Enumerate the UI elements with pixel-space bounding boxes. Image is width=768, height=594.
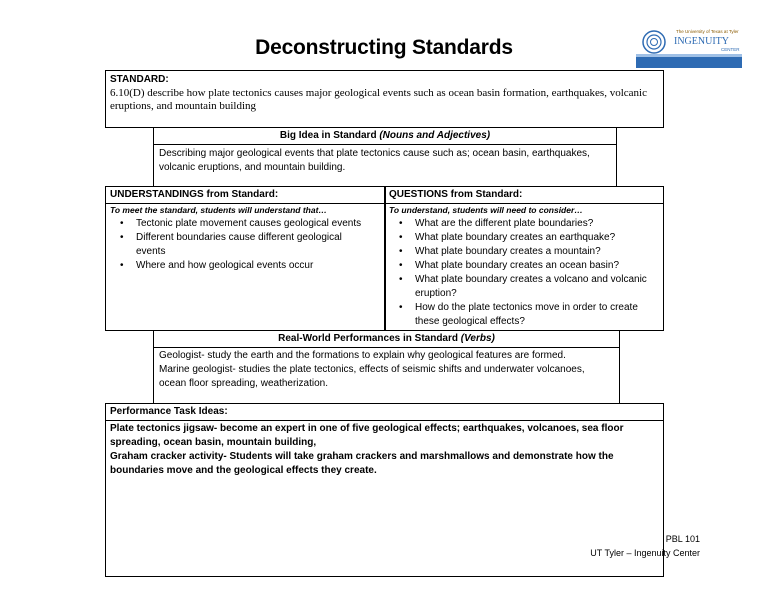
understandings-heading: UNDERSTANDINGS from Standard:: [106, 187, 385, 204]
question-item: • What plate boundary creates a volcano and volcanic eruption?: [385, 273, 649, 301]
standard-box: [105, 70, 664, 128]
question-item: • How do the plate tectonics move in order to create these geological effects?: [385, 301, 649, 329]
logo-line3: CENTER: [721, 47, 740, 52]
performance-heading: Performance Task Ideas:: [106, 404, 663, 421]
understanding-item: • Different boundaries cause different geological events: [106, 231, 373, 259]
standard-text: 6.10(D) describe how plate tectonics causes major geological events such as ocean basin formation, earthquakes, volcanic eruptions, and mountain building: [110, 87, 647, 112]
real-world-box: [153, 330, 620, 404]
logo-line1: The University of Texas at Tyler: [676, 29, 739, 34]
ingenuity-center-logo: [636, 26, 742, 70]
questions-prompt: To understand, students will need to consider…: [389, 205, 583, 215]
question-item: • What are the different plate boundaries?: [385, 217, 649, 231]
question-item: • What plate boundary creates an ocean basin?: [385, 259, 649, 273]
real-world-line1: Geologist- study the earth and the formations to explain why geological features are formed.: [159, 350, 566, 361]
big-idea-heading-italic: (Nouns and Adjectives): [379, 130, 491, 141]
performance-para1: Plate tectonics jigsaw- become an expert in one of five geological effects; earthquakes, volcanoes, sea floor spreading, ocean basin, mountain building,: [110, 423, 624, 448]
understanding-item: • Where and how geological events occur: [106, 259, 373, 273]
real-world-heading: [154, 331, 619, 348]
footer: [540, 532, 700, 560]
question-item: • What plate boundary creates a mountain?: [385, 245, 649, 259]
performance-body: [106, 421, 663, 478]
real-world-body: [154, 348, 619, 392]
standard-label: STANDARD:: [110, 74, 169, 85]
performance-para2: Graham cracker activity- Students will take graham crackers and marshmallows and demonstrate how the boundaries move and the geological effects they create.: [110, 451, 614, 476]
understandings-prompt: To meet the standard, students will understand that…: [110, 205, 327, 215]
real-world-heading-italic: (Verbs): [460, 333, 495, 344]
understandings-box: [105, 186, 386, 331]
footer-line1: PBL 101: [665, 534, 700, 544]
question-item: • What plate boundary creates an earthquake?: [385, 231, 649, 245]
questions-box: [384, 186, 664, 331]
page-title: Deconstructing Standards: [255, 36, 513, 59]
real-world-heading-text: Real-World Performances in Standard: [278, 333, 461, 344]
questions-list: [385, 217, 663, 329]
understanding-item: • Tectonic plate movement causes geological events: [106, 217, 373, 231]
big-idea-heading-text: Big Idea in Standard: [279, 130, 380, 141]
big-idea-text: Describing major geological events that plate tectonics cause such as; ocean basin, earthquakes, volcanic eruptions, and mountain building.: [159, 148, 590, 173]
questions-heading: QUESTIONS from Standard:: [385, 187, 663, 204]
big-idea-heading: [154, 128, 616, 145]
understandings-list: [106, 217, 385, 273]
big-idea-box: [153, 127, 617, 187]
real-world-line2: Marine geologist- studies the plate tectonics, effects of seismic shifts and underwater volcanoes, ocean floor spreading, weatherization.: [159, 364, 585, 389]
spiral-icon: [636, 26, 742, 70]
footer-line2: UT Tyler – Ingenuity Center: [590, 548, 700, 558]
logo-line2: INGENUITY: [674, 36, 729, 47]
